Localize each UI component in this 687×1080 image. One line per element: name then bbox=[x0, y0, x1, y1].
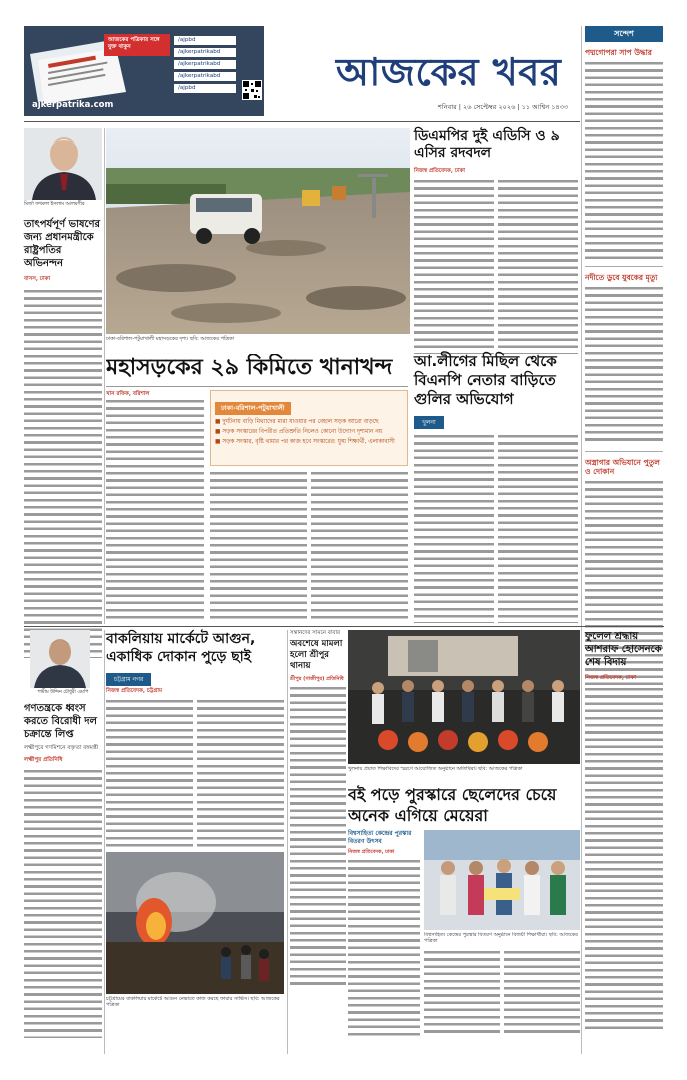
highway-body-col bbox=[106, 398, 204, 620]
social-link[interactable]: /ajkerpatrikabd bbox=[174, 48, 236, 57]
aliliga-body-col bbox=[414, 433, 494, 623]
dmp-body-col bbox=[414, 178, 494, 354]
byline: নিজস্ব প্রতিবেদক, ঢাকা bbox=[348, 849, 395, 855]
social-link[interactable]: /ajkerpatrikabd bbox=[174, 72, 236, 81]
row2-left bbox=[24, 630, 102, 1054]
left-column bbox=[24, 128, 102, 624]
byline: নিজস্ব প্রতিবেদক, ঢাকা bbox=[414, 168, 466, 174]
books-body-col bbox=[348, 858, 420, 1038]
col-divider bbox=[581, 630, 582, 1054]
headline-underline bbox=[106, 386, 408, 387]
row2-left-headline[interactable]: গণতন্ত্রকে ধ্বংস করতে বিরোধী দল চক্রান্তে লিপ্ত bbox=[24, 703, 97, 741]
highway-story bbox=[106, 390, 408, 622]
promo-ad[interactable] bbox=[24, 26, 264, 116]
books-deck: বিশ্বসাহিত্য কেন্দ্রের পুরস্কার বিতরণ উৎসব bbox=[348, 830, 412, 845]
fact-item: ■ দুর্ঘটনায় বাড়ি মিথ্যাদের মারা যাওয়ার পর বেহাল সড়ক আরো বাড়ছে bbox=[215, 419, 379, 425]
fact-item: ■ সড়ক সংস্কার, বৃষ্টি থামার পর কাজ হবে সংস্কারের: যুগ্ম শিক্ষার্থী, এলাকাবাসী bbox=[215, 439, 395, 445]
byline: নিজস্ব প্রতিবেদক, ঢাকা bbox=[585, 675, 637, 681]
newspaper-logo[interactable]: আজকের খবর bbox=[336, 49, 562, 94]
event-photo bbox=[348, 630, 580, 764]
qr-code-icon[interactable] bbox=[242, 80, 262, 100]
photo-caption: মির্জা ফখরুল ইসলাম আলমগীর bbox=[24, 202, 85, 207]
fire-story bbox=[106, 630, 284, 1054]
section-tag: চট্টগ্রাম নগর bbox=[106, 673, 151, 686]
aliliga-body-col bbox=[498, 433, 578, 623]
fire-body-col bbox=[106, 698, 193, 848]
books-body-col bbox=[424, 949, 500, 1035]
section-divider bbox=[24, 626, 664, 627]
byline: শ্রীপুর (গাজীপুর) প্রতিনিধি bbox=[290, 676, 344, 682]
dmp-story bbox=[414, 128, 578, 348]
highway-fact-box bbox=[210, 390, 408, 466]
row2-left-deck: লক্ষ্মীপুরে গণমিশনে বক্তৃতা বঙ্গমন্ত্রী bbox=[24, 745, 99, 752]
sidebar-item-title[interactable]: পদ্মগোপরা সাপ উদ্ধার bbox=[585, 48, 652, 57]
books-photo bbox=[424, 830, 580, 930]
avatar bbox=[24, 128, 102, 200]
case-story bbox=[290, 630, 346, 1054]
case-kicker: সন্তানদের সামনে বাবার bbox=[290, 630, 341, 636]
fire-headline[interactable]: বাকলিয়ায় মার্কেটে আগুন, একাধিক দোকান পুড়ে ছাই bbox=[106, 631, 256, 665]
tribute-headline[interactable]: ফুলেল শ্রদ্ধায় আশরাফ হোসেনকে শেষ বিদায় bbox=[585, 631, 662, 668]
byline: লক্ষ্মীপুর প্রতিনিধি bbox=[24, 757, 63, 764]
dateline: শনিবার | ২৬ সেপ্টেম্বর ২০২৬ | ১১ আশ্বিন ১৪৩৩ bbox=[438, 103, 569, 111]
social-link[interactable]: /ajpbd bbox=[174, 36, 236, 45]
left-headline[interactable]: তাৎপর্যপূর্ণ ভাষণের জন্য প্রধানমন্ত্রীকে রাষ্ট্রপতির অভিনন্দন bbox=[24, 219, 101, 270]
section-tag: খুলনা bbox=[414, 416, 444, 429]
tribute-body bbox=[585, 686, 663, 1032]
books-story bbox=[348, 830, 580, 1054]
event-photo-caption: খুলনায় প্রয়াত শিক্ষাবিদের স্মরণে আয়োজিত অনুষ্ঠানে অতিথিরা। ছবি: আজকের পত্রিকা bbox=[348, 766, 523, 772]
col-divider bbox=[104, 630, 105, 1054]
highway-body-col bbox=[210, 470, 307, 620]
sidebar-item-title[interactable]: নদীতে ডুবে যুবকের মৃত্যু bbox=[585, 273, 658, 282]
fact-box-title: ঢাকা-বরিশাল-পটুয়াখালী bbox=[215, 402, 291, 415]
aliliga-story bbox=[414, 352, 578, 622]
masthead bbox=[24, 26, 664, 120]
sidebar-header: সন্দেশ bbox=[585, 26, 663, 42]
col-divider bbox=[104, 128, 105, 624]
photo-caption: শামীম উদ্দিন চৌধুরী এমপি bbox=[37, 690, 89, 695]
fire-photo-caption: চট্টগ্রামের বাকলিয়ার মার্কেটে আগুন নেভাতে কাজ করছে ফায়ার সার্ভিস। ছবি: আজকের পত্রিকা bbox=[106, 996, 280, 1009]
case-headline[interactable]: অবশেষে মামলা হলো শ্রীপুর থানায় bbox=[290, 639, 343, 671]
tribute-story bbox=[585, 630, 663, 1054]
col-divider bbox=[287, 630, 288, 1054]
byline: খান রফিক, বরিশাল bbox=[106, 391, 150, 397]
avatar bbox=[30, 630, 90, 688]
sidebar-item-body bbox=[585, 285, 663, 445]
social-link[interactable]: /ajpbd bbox=[174, 84, 236, 93]
sidebar-item-title[interactable]: অস্ত্রাগার অভিযানে পুতুল ও দোকান bbox=[585, 458, 660, 476]
dmp-body-col bbox=[498, 178, 578, 354]
road-photo bbox=[106, 128, 410, 334]
case-body bbox=[290, 685, 346, 985]
promo-url[interactable]: ajkerpatrika.com bbox=[32, 100, 114, 110]
fire-body-col bbox=[197, 698, 284, 848]
aliliga-headline[interactable]: আ.লীগের মিছিল থেকে বিএনপি নেতার বাড়িতে গুলির অভিযোগ bbox=[414, 352, 557, 408]
masthead-divider bbox=[24, 121, 580, 122]
byline: নিজস্ব প্রতিবেদক, চট্টগ্রাম bbox=[106, 688, 163, 694]
books-body-col bbox=[504, 949, 580, 1035]
road-photo-caption: ঢাকা-বরিশাল-পটুয়াখালী মহাসড়কের দৃশ্য। ছবি: আজকের পত্রিকা bbox=[106, 336, 235, 342]
row2-left-body bbox=[24, 768, 102, 1038]
books-photo-caption: বিশ্বসাহিত্য কেন্দ্রের পুরস্কার বিতরণ অনুষ্ঠানে বিজয়ী শিক্ষার্থীরা। ছবি: আজকের পত্রিকা bbox=[424, 932, 578, 945]
fire-photo bbox=[106, 852, 284, 994]
fact-item: ■ সড়ক সংস্কারের বিপরীত প্রতিশ্রুতি নিলেও কোনো উদ্যোগ দৃশ্যমান নয় bbox=[215, 429, 383, 435]
highway-headline[interactable]: মহাসড়কের ২৯ কিমিতে খানাখন্দ bbox=[106, 355, 393, 380]
social-link[interactable]: /ajkerpatrikabd bbox=[174, 60, 236, 69]
books-headline[interactable]: বই পড়ে পুরস্কারে ছেলেদের চেয়ে অনেক এগিয়ে মেয়েরা bbox=[348, 785, 557, 825]
highway-body-col bbox=[311, 470, 408, 620]
byline: বাসস, ঢাকা bbox=[24, 276, 51, 283]
left-body bbox=[24, 288, 102, 658]
dmp-headline[interactable]: ডিএমপির দুই এডিসি ও ৯ এসির রদবদল bbox=[414, 128, 560, 161]
promo-banner: আজকের পত্রিকার সঙ্গে যুক্ত থাকুন bbox=[104, 34, 170, 56]
sidebar-item-body bbox=[585, 60, 663, 260]
